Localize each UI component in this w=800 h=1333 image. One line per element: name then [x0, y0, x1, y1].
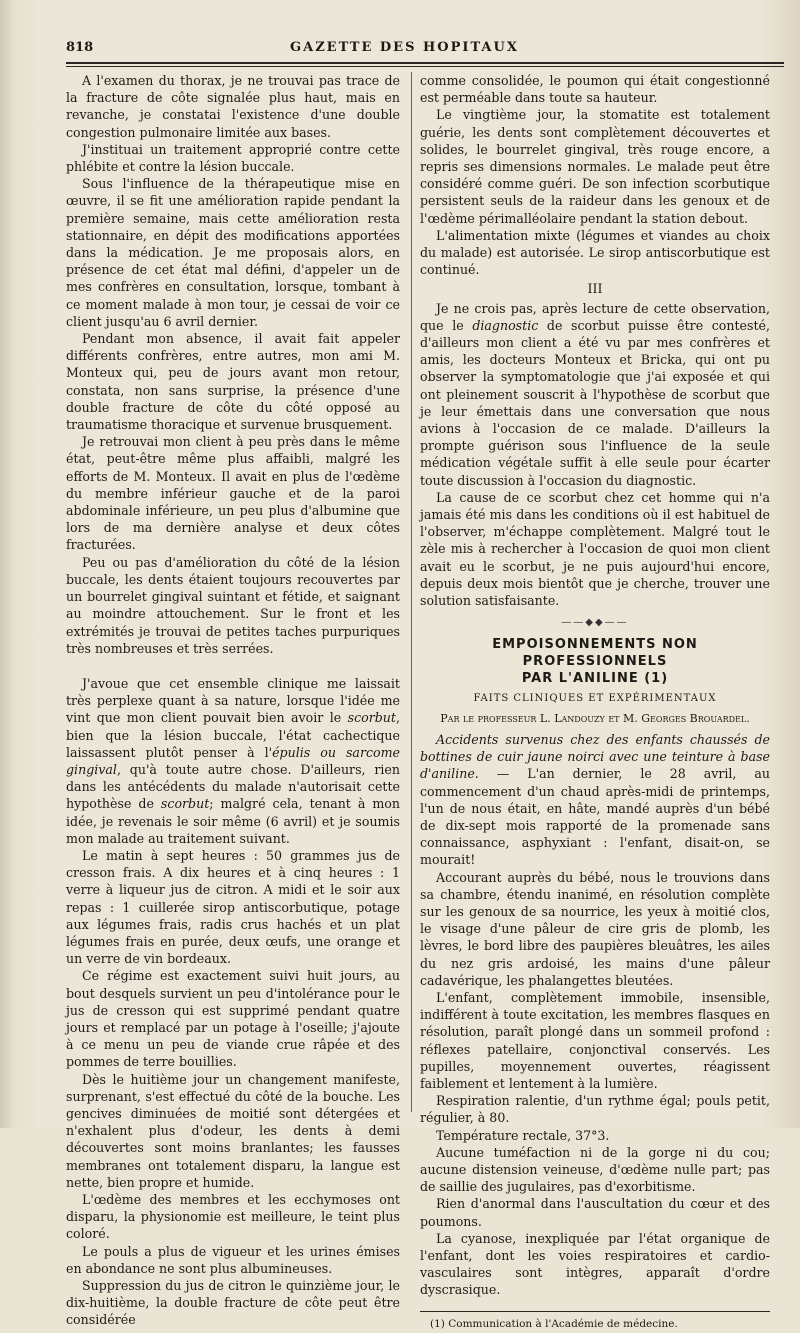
article-subtitle: FAITS CLINIQUES ET EXPÉRIMENTAUX [473, 692, 717, 704]
footnote-rule [420, 1311, 770, 1312]
paragraph: Pendant mon absence, il avait fait appeler différents confrères, entre autres, mon ami M. Monteux qui, peu de jours avant mon retour, constata, non sans surprise, la présence d'une double fracture de côte du côté opposé au traumatisme thoracique et survenue brusquement. [66, 331, 400, 433]
left-column [66, 72, 400, 1329]
header-rule-thin [66, 66, 784, 67]
paragraph: Aucune tuméfaction ni de la gorge ni du cou; aucune distension veineuse, d'œdème nulle part; pas de saillie des jugulaires, pas d'exorbitisme. [420, 1144, 770, 1195]
paragraph: Peu ou pas d'amélioration du côté de la lésion buccale, les dents étaient toujours recouvertes par un bourrelet gingival suintant et fétide, et saignant au moindre attouchement. Sur le front et les extrémités je trouvai de petites taches purpuriques très nombreuses et très serrées. [66, 554, 400, 656]
paragraph-scurvy-hypothesis [66, 675, 400, 847]
paragraph-gap [66, 657, 400, 675]
paragraph: La cyanose, inexpliquée par l'état organique de l'enfant, dont les voies respiratoires et cardio-vasculaires sont intègres, apparaît d'ordre dyscrasique. [420, 1230, 770, 1298]
article-title-line2: PAR L'ANILINE (1) [521, 670, 669, 686]
paragraph: Je retrouvai mon client à peu près dans le même état, peut-être même plus affaibli, malgré les efforts de M. Monteux. Il avait en plus de l'œdème du membre inférieur gauche et de la paroi abdominale inférieure, un peu plus d'albumine que lors de ma dernière analyse et deux côtes fracturées. [66, 434, 400, 553]
paragraph: Respiration ralentie, d'un rythme égal; pouls petit, régulier, à 80. [420, 1093, 770, 1126]
journal-title: GAZETTE DES HOPITAUX [290, 40, 519, 55]
footnote: (1) Communication à l'Académie de médecine. [430, 1317, 678, 1330]
section-number: III [587, 281, 603, 297]
italic-term: scorbut [160, 796, 210, 812]
paragraph-diagnosis [420, 300, 770, 489]
paragraph: comme consolidée, le poumon qui était congestionné est perméable dans toute sa hauteur. [420, 73, 770, 106]
text-run: Je ne crois pas, après lecture de cette observation, que le [420, 300, 770, 333]
italic-term: scorbut [347, 710, 396, 726]
paragraph: Le matin à sept heures : 50 grammes jus de cresson frais. A dix heures et à cinq heures : 1 verre à liqueur jus de citron. A midi et le soir aux repas : 1 cuillerée sirop antiscorbutique, potage aux légumes frais, radis crus hachés et un plat légumes frais en purée, deux œufs, une orange et un verre de vin bordeaux. [66, 847, 400, 967]
section-ornament: ——◆◆—— [561, 617, 629, 629]
paragraph: L'alimentation mixte (légumes et viandes au choix du malade) est autorisée. Le sirop antiscorbutique est continué. [420, 227, 770, 278]
right-column [420, 72, 770, 1333]
text-run: J'avoue que cet ensemble clinique me laissait très perplexe quant à sa nature, lorsque l'idée me vint que mon client pouvait bien avoir le [66, 675, 400, 726]
paragraph: Ce régime est exactement suivi huit jours, au bout desquels survient un peu d'intolérance pour le jus de cresson qui est supprimé pendant quatre jours et remplacé par un potage à l'oseille; j'ajoute à ce menu un peu de viande crue râpée et des pommes de terre bouillies. [66, 968, 400, 1070]
text-run: de scorbut puisse être contesté, d'ailleurs mon client a été vu par mes confrères et amis, les docteurs Monteux et Bricka, qui ont pu observer la symptomatologie que j'ai exposée et qui ont pleinement souscrit à l'hypothèse de scorbut que je leur émettais dans une conversation que nous avions à l'occasion de ce malade. D'ailleurs la prompte guérison sous l'influence de la seule médication végétale suffit à elle seule pour écarter toute discussion à l'occasion du diagnostic. [420, 317, 770, 488]
paragraph: Accourant auprès du bébé, nous le trouvions dans sa chambre, étendu inanimé, en résolution complète sur les genoux de sa nourrice, les yeux à moitié clos, le visage d'une pâleur de cire gris de plomb, les lèvres, le bord libre des paupières bleuâtres, les ailes du nez gris ardoisé, les mains d'une pâleur cadavérique, les phalangettes bleutées. [420, 869, 770, 988]
italic-term: diagnostic [472, 317, 539, 333]
article-title: EMPOISONNEMENTS NON PROFESSIONNELS [492, 636, 698, 669]
paragraph: Le vingtième jour, la stomatite est totalement guérie, les dents sont complètement découvertes et solides, le bourrelet gingival, très rouge encore, a repris ses dimensions normales. Le malade peut être considéré comme guéri. De son infection scorbutique persistent seuls de la raideur dans les genoux et de l'œdème périmalléolaire pendant la station debout. [420, 107, 770, 226]
text-run: — L'an dernier, le 28 avril, au commencement d'un chaud après-midi de printemps, l'un de nous était, en hâte, mandé auprès d'un bébé de dix-sept mois rapporté de la promenade sans connaissance, asphyxiant : l'enfant, disait-on, se mourait! [420, 766, 770, 868]
column-divider [411, 72, 412, 1112]
article-byline: Par le professeur L. Landouzy et M. Georges Brouardel. [440, 711, 750, 725]
paragraph: Suppression du jus de citron le quinzième jour, le dix-huitième, la double fracture de côte peut être considérée [66, 1278, 400, 1328]
paragraph: Dès le huitième jour un changement manifeste, surprenant, s'est effectué du côté de la bouche. Les gencives diminuées de moitié sont détergées et n'exhalent plus d'odeur, les dents à demi découvertes sont moins branlantes; les fausses membranes ont totalement disparu, la langue est nette, bien propre et humide. [66, 1071, 400, 1190]
paragraph: Rien d'anormal dans l'auscultation du cœur et des poumons. [420, 1196, 770, 1229]
paragraph: Sous l'influence de la thérapeutique mise en œuvre, il se fit une amélioration rapide pendant la première semaine, mais cette amélioration resta stationnaire, en dépit des modifications apportées dans la médication. Je me proposais alors, en présence de cet état mal défini, d'appeler un de mes confrères en consultation, lorsque, tombant à ce moment malade à mon tour, je cessai de voir ce client jusqu'au 6 avril dernier. [66, 176, 400, 329]
italic-term: épulis ou sarcome gingival [66, 744, 400, 777]
header-rule [66, 62, 784, 64]
paragraph: A l'examen du thorax, je ne trouvai pas trace de la fracture de côte signalée plus haut, mais en revanche, je constatai l'existence d'une double congestion pulmonaire limitée aux bases. [66, 73, 400, 140]
paragraph-case-intro [420, 731, 770, 869]
paragraph: La cause de ce scorbut chez cet homme qui n'a jamais été mis dans les conditions où il est habituel de l'observer, m'échappe complètement. Malgré tout le zèle mis à rechercher à l'occasion de quoi mon client avait eu le scorbut, je ne puis aujourd'hui encore, depuis deux mois bientôt que je cherche, trouver une solution satisfaisante. [420, 489, 770, 609]
paragraph: Température rectale, 37°3. [436, 1127, 610, 1143]
text-run: ; malgré cela, tenant à mon idée, je revenais le soir même (6 avril) et je soumis mon malade au traitement suivant. [66, 796, 401, 846]
paragraph: L'œdème des membres et les ecchymoses ont disparu, la physionomie est meilleure, le teint plus coloré. [66, 1192, 400, 1242]
paragraph: L'enfant, complètement immobile, insensible, indifférent à toute excitation, les membres flasques en résolution, paraît plongé dans un sommeil profond : réflexes patellaire, conjonctival conservés. Les pupilles, moyennement ouvertes, réagissent faiblement et lentement à la lumière. [420, 989, 770, 1091]
page-number: 818 [66, 40, 94, 55]
italic-lead: Accidents survenus chez des enfants chaussés de bottines de cuir jaune noirci avec une teinture à base d'aniline. [420, 731, 770, 782]
paragraph: Le pouls a plus de vigueur et les urines émises en abondance ne sont plus albumineuses. [66, 1243, 400, 1276]
paragraph: J'instituai un traitement approprié contre cette phlébite et contre la lésion buccale. [66, 141, 400, 175]
text-run: , bien que la lésion buccale, l'état cachectique laissassent plutôt penser à l' [66, 710, 400, 760]
text-run: , qu'à toute autre chose. D'ailleurs, rien dans les antécédents du malade n'autorisait cette hypothèse de [66, 761, 400, 812]
